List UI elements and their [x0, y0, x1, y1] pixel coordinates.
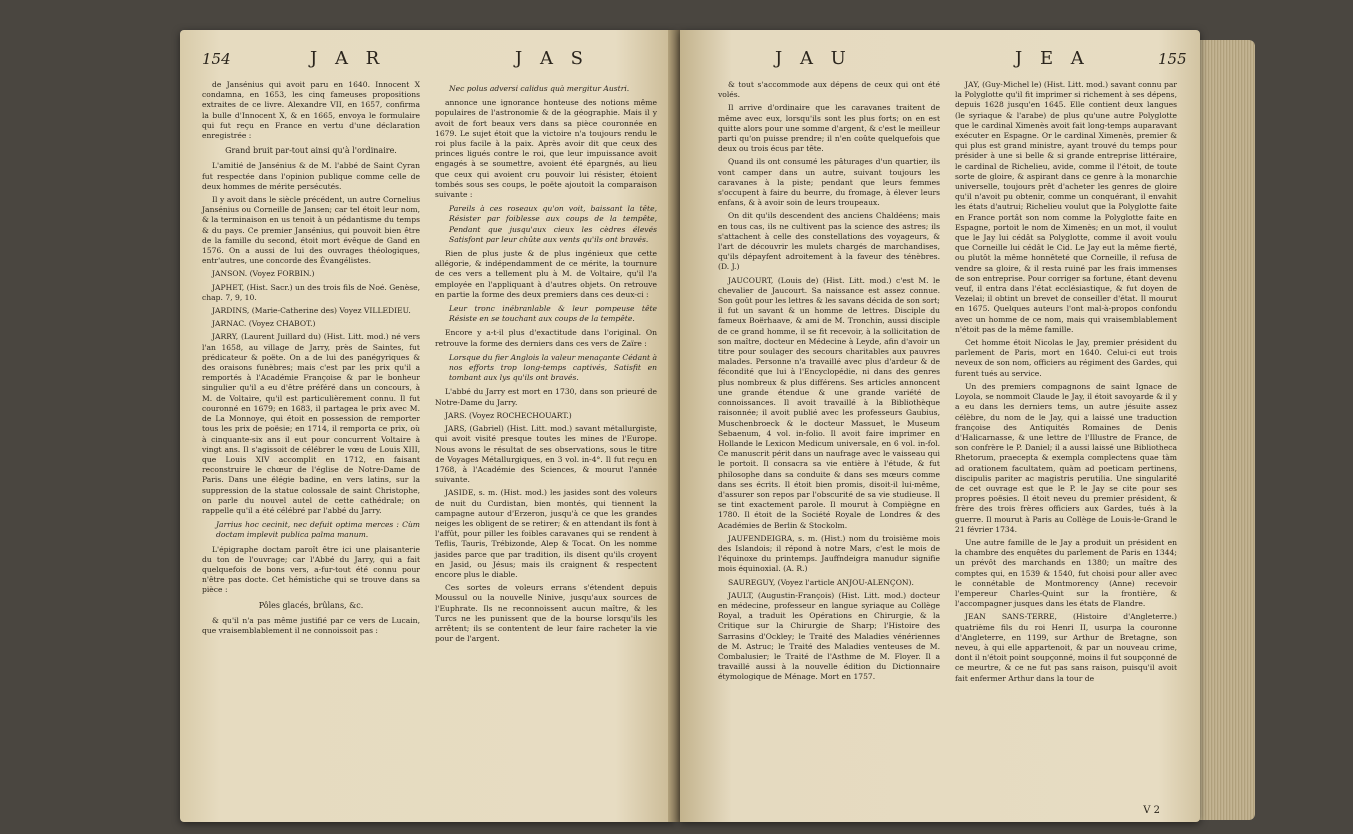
paragraph: JAY, (Guy-Michel le) (Hist. Litt. mod.) savant connu par la Polyglotte qu'il fit imprimer si richement à ses dépens, depuis 1628 jusqu'en 1645. Elle contient deux langues (le syriaque & l'arabe) de plus qu'une autre Polyglotte que le cardinal Ximenès avoit fait long-temps auparavant exécuter en Espagne. Or le cardinal Ximenès, premier & qui plus est grand ministre, ayant trouvé du temps pour présider à une si belle & si grande entreprise littéraire, le cardinal de Richelieu, avide, comme il l'étoit, de toute sorte de gloire, & aspirant dans ce genre à la monarchie universelle, toujours prêt d'acheter les genres de gloire qu'il n'avoit pu obtenir, comme un conquérant, il envahit les états d'autrui; Richelieu voulut que la Polyglotte faite en France portât son nom comme la Polyglotte faite en Espagne, portoit le nom de Ximenès; en un mot, il voulut que le Jay lui cédât sa Polyglotte, comme il avoit voulu que Corneille lui cédât le Cid. Le Jay eut la même fierté, ou plutôt la même honnêteté que Corneille, il refusa de vendre sa gloire, & il resta ruiné par les frais immenses de son entreprise. Pour corriger sa fortune, étant devenu veuf, il entra dans l'état ecclésiastique, & fut doyen de Vezelai; il obtint un brevet de conseiller d'état. Il mourut en 1675. Quelques auteurs l'ont mal-à-propos confondu avec un homme de ce nom, mais qui vraisemblablement n'étoit pas de la même famille.: [955, 80, 1177, 334]
paragraph: Encore y a-t-il plus d'exactitude dans l'original. On retrouve la forme des derniers dans ces vers de Zaïre :: [435, 328, 657, 348]
page-edges: [1195, 40, 1255, 820]
paragraph: Un des premiers compagnons de saint Ignace de Loyola, se nommoit Claude le Jay, il étoit savoyarde & il y a eu dans les derniers tems, un autre jésuite assez célèbre, du nom de le Jay, qui a laissé une traduction françoise des Antiquités Romaines de Denis d'Halicarnasse, & une lettre de l'Illustre de France, de son confrère le P. Daniel; il a aussi laissé une Bibliotheca Rhetorum, praecepta & exempla complectens quae tàm ad orationem facultatem, quàm ad poeticam pertinens, discipulis pariter ac magistris perutilia. Une singularité de cet ouvrage est que le P. le Jay se cite pour ses propres poësies. Il étoit neveu du premier président, & frère des trois frères officiers aux Gardes, tués à la guerre. Il mourut à Paris au Collège de Louis-le-Grand le 21 février 1734.: [955, 381, 1177, 534]
paragraph: Ces sortes de voleurs errans s'étendent depuis Moussul ou la nouvelle Ninive, jusqu'aux sources de l'Euphrate. Ils ne reconnoissent aucun maître, & les Turcs ne les punissent que de la bourse lorsqu'ils les arrêtent; ils se contentent de leur faire racheter la vie pour de l'argent.: [435, 583, 657, 644]
left-column-1: [202, 80, 420, 639]
paragraph: JAUCOURT, (Louis de) (Hist. Litt. mod.) c'est M. le chevalier de Jaucourt. Sa naissance est assez connue. Son goût pour les lettres & les savans décida de son sort; il fut un savant & un homme de lettres. Disciple du fameux Boërhaave, & ami de M. Tronchin, aussi disciple de ce grand homme, il se fit recevoir, à la sollicitation de son maître, docteur en Médecine à Leyde, afin d'avoir un titre pour soulager des secours charitables aux pauvres malades. Personne n'a travaillé avec plus d'ardeur & de fécondité que lui à l'Encyclopédie, ni dans des genres plus nombreux & plus différens. Ses articles annoncent une grande étendue & une grande variété de connoissances. Il avoit travaillé à la Bibliothèque raisonnée; il avoit publié avec les professeurs Gaubius, Muschenbroeck & le docteur Massuet, le Museum Sebaenum, 4 vol. in-folio. Il avoit faire imprimer en Hollande le Lexicon Medicum universale, en 6 vol. in-fol. Ce manuscrit périt dans un naufrage avec le vaisseau qui le portoit. Il consacra sa vie entière à l'étude, & fut philosophe dans sa conduite & dans ses mœurs comme dans ses écrits. Il étoit bien promis, disoit-il lui-même, d'assurer son repos par l'obscurité de sa vie studieuse. Il se tint exactement parole. Il mourut à Compiègne en 1780. Il étoit de la Société Royale de Londres & des Académies de Berlin & Stockolm.: [718, 275, 940, 530]
paragraph: JARS. (Voyez ROCHECHOUART.): [445, 410, 572, 420]
left-page: [180, 30, 675, 822]
left-column-2: [435, 80, 657, 647]
right-column-2: [955, 80, 1177, 687]
paragraph: JAUFENDEIGRA, s. m. (Hist.) nom du troisième mois des Islandois; il répond à notre Mars, c'est le mois de l'équinoxe du printemps. Jauffndeigra manudur signifie mois équinoxial. (A. R.): [718, 533, 940, 574]
paragraph: On dit qu'ils descendent des anciens Chaldéens; mais en tous cas, ils ne cultivent pas la science des astres; ils s'attachent à celle des constellations des voyageurs, & l'art de découvrir les mulets chargés de marchandises, qu'ils dépayfent adroitement à la faveur des ténèbres. (D. J.): [718, 211, 940, 272]
paragraph: JARDINS, (Marie-Catherine des) Voyez VILLEDIEU.: [212, 306, 411, 316]
paragraph: & tout s'accommode aux dépens de ceux qui ont été volés.: [718, 80, 940, 100]
paragraph: L'épigraphe doctam paroît être ici une plaisanterie du ton de l'ouvrage; car l'Abbé du Jarry, qui a fait quelquefois de bons vers, a-fur-tout été connu pour n'être pas docte. Cet hémistiche qui se trouve dans sa pièce :: [202, 544, 420, 595]
signature-mark: V 2: [1143, 805, 1160, 816]
paragraph: JASIDE, s. m. (Hist. mod.) les jasides sont des voleurs de nuit du Curdistan, bien montés, qui tiennent la campagne autour d'Erzeron, jusqu'à ce que les grandes neiges les obligent de se retirer; & en attendant ils font à l'affût, pour piller les foibles caravanes qui se rendent à Teflis, Tauris, Trébizonde, Alep & Tocat. On les nomme jasides parce que par tradition, ils disent qu'ils croyent en Jasid, ou Jésus; mais ils craignent & respectent encore plus le diable.: [435, 488, 657, 579]
running-head-left-2: J A S: [515, 48, 589, 69]
paragraph: JARNAC. (Voyez CHABOT.): [212, 319, 316, 329]
paragraph: Jarrius hoc cecinit, nec defuit optima merces : Cùm doctam implevit publica palma manum.: [216, 520, 420, 540]
right-column-1: [718, 80, 940, 686]
running-head-left-1: J A R: [310, 48, 386, 69]
paragraph: Rien de plus juste & de plus ingénieux que cette allégorie, & indépendamment de ce mérite, la tournure de ces vers a tellement plu à M. de Voltaire, qu'il l'a employée en l'appliquant à d'autres objets. On retrouve en partie la forme des deux premiers dans ces deux-ci :: [435, 249, 657, 299]
paragraph: JEAN SANS-TERRE, (Histoire d'Angleterre.) quatrième fils du roi Henri II, usurpa la couronne d'Angleterre, en 1199, sur Arthur de Bretagne, son neveu, à qui elle appartenoit, & par un nouveau crime, dont il n'étoit point soupçonné, moins il fut soupçonné de ce meurtre, & ce ne fut pas sans raison, puisqu'il avoit fait enfermer Arthur dans la tour de: [955, 612, 1177, 683]
paragraph: JARRY, (Laurent Juillard du) (Hist. Litt. mod.) né vers l'an 1658, au village de Jarry, près de Saintes, fut prédicateur & poëte. On a de lui des panégyriques & des oraisons funèbres; mais c'est par les prix qu'il a remportés à l'Académie Françoise & par le bonheur singulier qu'il a eu d'être préféré dans un concours, à M. de Voltaire, qu'il est particulièrement connu. Il fut couronné en 1679; en 1683, il partagea le prix avec M. de La Monnoye, qui étoit en possession de remporter tous les prix de poësie; en 1714, il remporta ce prix, où à cinquante-six ans il eut pour concurrent Voltaire à vingt ans. Il s'agissoit de célébrer le vœu de Louis XIII, que Louis XIV accomplit en 1712, en faisant reconstruire le chœur de l'église de Notre-Dame de Paris. Dans une élégie badine, en vers latins, sur la suppression de la statue colossale de saint Christophe, on parle du nouvel autel de cette cathédrale; on rappelle qu'il a été célébré par l'abbé du Jarry.: [202, 332, 420, 515]
paragraph: JANSON. (Voyez FORBIN.): [212, 269, 315, 279]
running-head-right-1: J A U: [775, 48, 852, 69]
paragraph: Nec polus adversi calidus quà mergitur Austri.: [449, 84, 630, 93]
page-number-right: 155: [1158, 50, 1187, 68]
paragraph: JARS, (Gabriel) (Hist. Litt. mod.) savant métallurgiste, qui avoit visité presque toutes les mines de l'Europe. Nous avons le résultat de ses observations, sous le titre de Voyages Métallurgiques, en 3 vol. in-4°. Il fut reçu en 1768, à l'Académie des Sciences, & mourut l'année suivante.: [435, 424, 657, 485]
paragraph: SAUREGUY, (Voyez l'article ANJOU-ALENÇON).: [728, 577, 914, 587]
paragraph: Lorsque du fier Anglois la valeur menaçante Cédant à nos efforts trop long-temps captivés, Satisfit en tombant aux lys qu'ils ont bravés.: [449, 352, 657, 383]
paragraph: Grand bruit par-tout ainsi qu'à l'ordinaire.: [225, 146, 397, 156]
paragraph: Une autre famille de le Jay a produit un président en la chambre des enquêtes du parlement de Paris en 1344; un prévôt des marchands en 1380; un maître des comptes qui, en 1539 & 1540, fut choisi pour aller avec le connétable de Montmorency (Anne) recevoir l'empereur Charles-Quint sur la frontière, & l'accompagner jusques dans les états de Flandre.: [955, 537, 1177, 609]
paragraph: Leur tronc inébranlable & leur pompeuse tête Résiste en se touchant aux coups de la tempête.: [449, 304, 657, 324]
paragraph: L'abbé du Jarry est mort en 1730, dans son prieuré de Notre-Dame du Jarry.: [435, 387, 657, 407]
paragraph: L'amitié de Jansénius & de M. l'abbé de Saint Cyran fut respectée dans l'opinion publique comme celle de deux hommes de mérite persécutés.: [202, 161, 420, 191]
running-head-right-2: J E A: [1015, 48, 1090, 69]
paragraph: Pôles glacés, brûlans, &c.: [258, 600, 364, 610]
paragraph: JAPHET, (Hist. Sacr.) un des trois fils de Noé. Genèse, chap. 7, 9, 10.: [202, 282, 420, 302]
book-spread: [180, 0, 1200, 834]
paragraph: Il y avoit dans le siècle précédent, un autre Cornelius Jansénius ou Corneille de Jansen; car tel étoit leur nom, & la terminaison en us tenoit à un pédantisme du temps & du pays. Ce premier Jansénius, qui pouvoit bien être de la famille du second, étoit mort évêque de Gand en 1576. On a aussi de lui des ouvrages théologiques, entr'autres, une concorde des Évangélistes.: [202, 195, 420, 266]
paragraph: Il arrive d'ordinaire que les caravanes traitent de même avec eux, lorsqu'ils sont les plus forts; on en est quitte alors pour une somme d'argent, & c'est le meilleur parti qu'on puisse prendre; il n'en coûte quelquefois que deux ou trois écus par tête.: [718, 103, 940, 154]
paragraph: & qu'il n'a pas même justifié par ce vers de Lucain, que vraisemblablement il ne connoissoit pas :: [202, 615, 420, 635]
paragraph: JAULT, (Augustin-François) (Hist. Litt. mod.) docteur en médecine, professeur en langue syriaque au Collège Royal, a traduit les Opérations en Chirurgie, & la Critique sur la Chirurgie de Sharp; l'Histoire des Sarrasins d'Ockley; le Traité des Maladies vénériennes de M. Astruc; le Traité des Maladies venteuses de M. Combalusier; le Traité de l'Asthme de M. Floyer. Il a travaillé aussi à la nouvelle édition du Dictionnaire étymologique de Ménage. Mort en 1757.: [718, 590, 940, 682]
page-number-left: 154: [202, 50, 231, 68]
paragraph: annonce une ignorance honteuse des notions même populaires de l'astronomie & de la géographie. Mais il y avoit de fort beaux vers dans sa pièce couronnée en 1679. Le sujet étoit que la victoire n'a toujours rendu le roi plus facile à la paix. Après avoir dit que ceux des princes ligués contre le roi, que leur impuissance avoit engagés à se soumettre, avoient été épargnés, au lieu que ceux qui avoient cru pouvoir lui résister, étoient tombés sous ses coups, le poëte ajoutoit la comparaison suivante :: [435, 98, 657, 200]
paragraph: Pareils à ces roseaux qu'on voit, baissant la tête, Résister par foiblesse aux coups de la tempête, Pendant que jusqu'aux cieux les cèdres élevés Satisfont par leur chûte aux vents qu'ils ont bravés.: [449, 204, 657, 244]
paragraph: Quand ils ont consumé les pâturages d'un quartier, ils vont camper dans un autre, suivant toujours les caravanes à la piste; pendant que leurs femmes s'occupent à faire du beurre, du fromage, à élever leurs enfans, & à avoir soin de leurs troupeaux.: [718, 157, 940, 208]
paragraph: de Jansénius qui avoit paru en 1640. Innocent X condamna, en 1653, les cinq fameuses propositions extraites de ce livre. Alexandre VII, en 1657, confirma la bulle d'Innocent X, & en 1665, envoya le formulaire qui fut reçu en France en vertu d'une déclaration enregistrée :: [202, 80, 420, 141]
right-page: [680, 30, 1200, 822]
paragraph: Cet homme étoit Nicolas le Jay, premier président du parlement de Paris, mort en 1640. Celui-ci eut trois neveux de son nom, officiers au régiment des Gardes, qui furent tués au service.: [955, 338, 1177, 378]
